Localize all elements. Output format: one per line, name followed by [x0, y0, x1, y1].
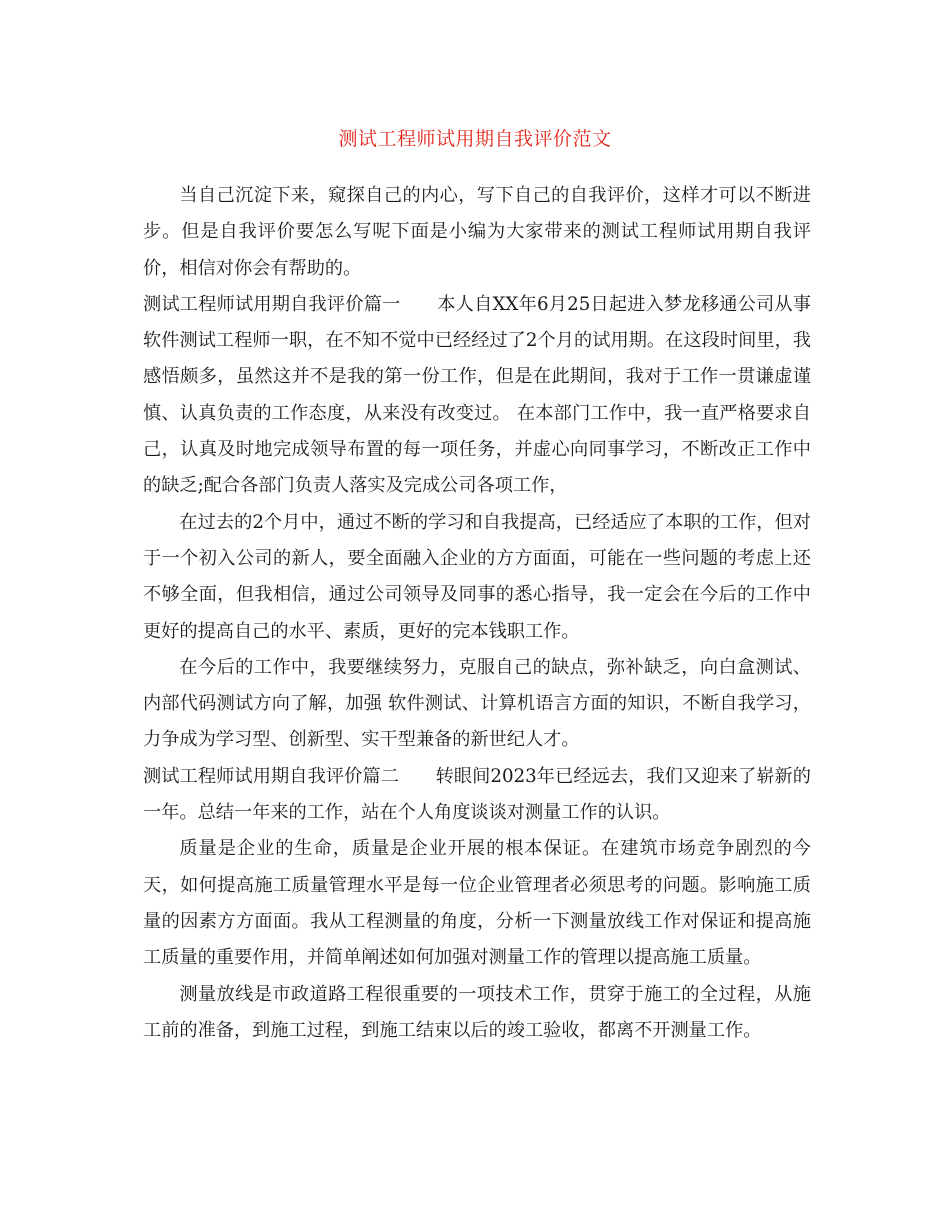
paragraph: 测量放线是市政道路工程很重要的一项技术工作，贯穿于施工的全过程，从施工前的准备，到施工过程，到施工结束以后的竣工验收，都离不开测量工作。 [143, 983, 811, 1041]
paragraph-part-two: 测试工程师试用期自我评价篇二 转眼间2023年已经远去，我们又迎来了崭新的一年。总结一年来的工作，站在个人角度谈谈对测量工作的认识。 [143, 765, 811, 824]
paragraph: 在过去的2个月中，通过不断的学习和自我提高，已经适应了本职的工作，但对于一个初入公司的新人，要全面融入企业的方方面面，可能在一些问题的考虑上还不够全面，但我相信，通过公司领导及同事的悉心指导，我一定会在今后的工作中更好的提高自己的水平、素质，更好的完本钱职工作。 [143, 511, 811, 642]
paragraph-intro: 当自己沉淀下来，窥探自己的内心，写下自己的自我评价，这样才可以不断进步。但是自我评价要怎么写呢下面是小编为大家带来的测试工程师试用期自我评价，相信对你会有帮助的。 [143, 185, 811, 279]
document-body [143, 178, 830, 1049]
document-title: 测试工程师试用期自我评价范文 [338, 128, 612, 150]
paragraph: 在今后的工作中，我要继续努力，克服自己的缺点，弥补缺乏，向白盒测试、内部代码测试方向了解，加强 软件测试、计算机语言方面的知识，不断自我学习，力争成为学习型、创新型、实干型兼备的新世纪人才。 [143, 656, 811, 751]
paragraph: 质量是企业的生命，质量是企业开展的根本保证。在建筑市场竞争剧烈的今天，如何提高施工质量管理水平是每一位企业管理者必须思考的问题。影响施工质量的因素方方面面。我从工程测量的角度，分析一下测量放线工作对保证和提高施工质量的重要作用，并简单阐述如何加强对测量工作的管理以提高施工质量。 [143, 838, 811, 969]
paragraph-part-one: 测试工程师试用期自我评价篇一 本人自XX年6月25日起进入梦龙移通公司从事 软件测试工程师一职，在不知不觉中已经经过了2个月的试用期。在这段时间里，我感悟颇多，虽然这并不是我的第一份工作，但是在此期间，我对于工作一贯谦虚谨慎、认真负责的工作态度，从来没有改变过。 在本部门工作中，我一直严格要求自己，认真及时地完成领导布置的每一项任务，并虚心向同事学习，不断改正工作中的缺乏;配合各部门负责人落实及完成公司各项工作， [143, 293, 830, 497]
